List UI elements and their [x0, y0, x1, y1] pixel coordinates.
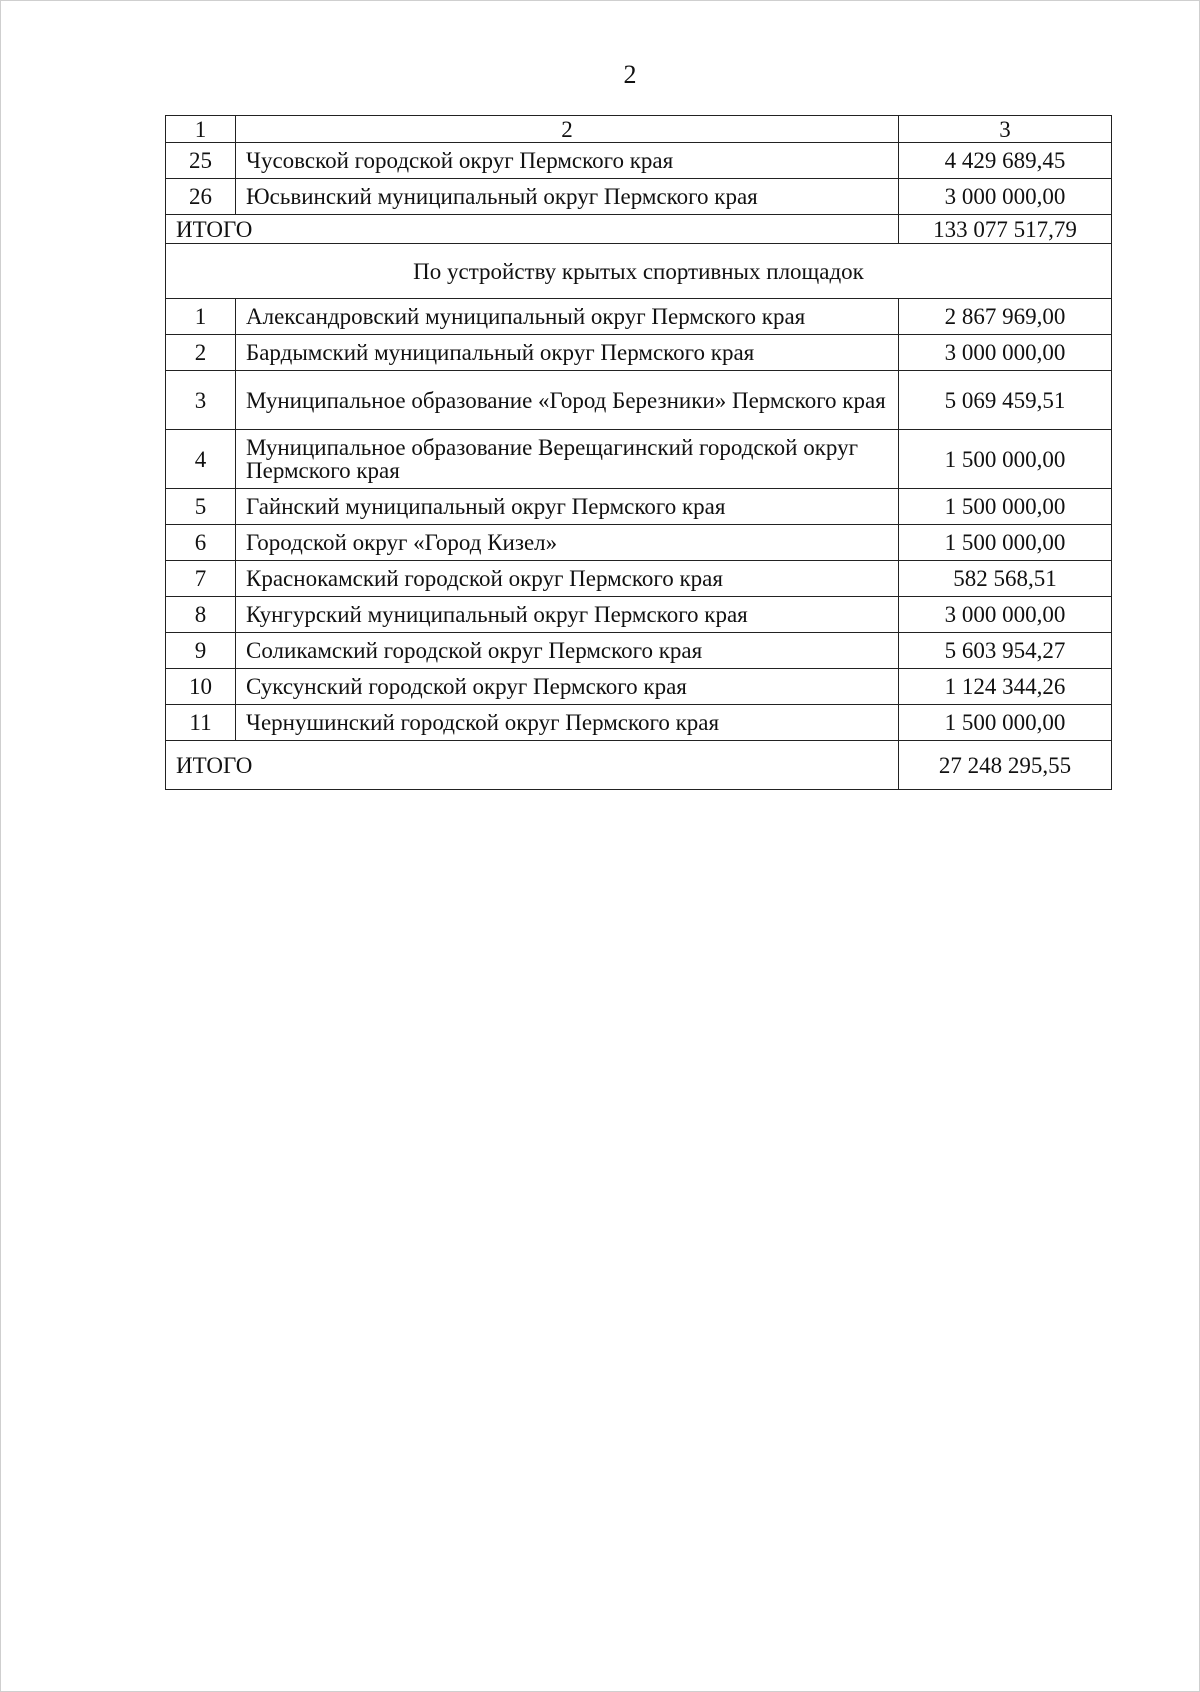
table-row: [166, 335, 1112, 371]
table-row: [166, 371, 1112, 430]
amount: 3 000 000,00: [899, 597, 1112, 633]
section-header-row: [166, 244, 1112, 299]
total-label: ИТОГО: [166, 215, 899, 244]
total-row: [166, 215, 1112, 244]
total-amount: 133 077 517,79: [899, 215, 1112, 244]
municipality-name: Соликамский городской округ Пермского края: [236, 633, 899, 669]
row-number: 9: [166, 633, 236, 669]
row-number: 25: [166, 143, 236, 179]
table-row: [166, 179, 1112, 215]
row-number: 5: [166, 489, 236, 525]
amount: 4 429 689,45: [899, 143, 1112, 179]
municipality-name: Александровский муниципальный округ Пермского края: [236, 299, 899, 335]
row-number: 8: [166, 597, 236, 633]
municipality-name: Краснокамский городской округ Пермского края: [236, 561, 899, 597]
amount: 1 124 344,26: [899, 669, 1112, 705]
municipality-name: Муниципальное образование «Город Березники» Пермского края: [236, 371, 899, 430]
row-number: 4: [166, 430, 236, 489]
page-number: 2: [623, 60, 637, 89]
table-row: [166, 633, 1112, 669]
municipality-name: Суксунский городской округ Пермского края: [236, 669, 899, 705]
table-row: [166, 597, 1112, 633]
section-title: По устройству крытых спортивных площадок: [166, 244, 1112, 299]
municipality-name: Чернушинский городской округ Пермского края: [236, 705, 899, 741]
amount: 1 500 000,00: [899, 489, 1112, 525]
row-number: 11: [166, 705, 236, 741]
funding-table: [165, 115, 1112, 790]
table-row: [166, 669, 1112, 705]
amount: 582 568,51: [899, 561, 1112, 597]
municipality-name: Юсьвинский муниципальный округ Пермского края: [236, 179, 899, 215]
row-number: 1: [166, 299, 236, 335]
table-row: [166, 561, 1112, 597]
table-header-row: [166, 116, 1112, 143]
amount: 2 867 969,00: [899, 299, 1112, 335]
amount: 5 069 459,51: [899, 371, 1112, 430]
header-cell-2: 2: [236, 116, 899, 143]
municipality-name: Гайнский муниципальный округ Пермского края: [236, 489, 899, 525]
municipality-name: Кунгурский муниципальный округ Пермского края: [236, 597, 899, 633]
amount: 5 603 954,27: [899, 633, 1112, 669]
amount: 3 000 000,00: [899, 179, 1112, 215]
row-number: 7: [166, 561, 236, 597]
row-number: 10: [166, 669, 236, 705]
header-cell-1: 1: [166, 116, 236, 143]
row-number: 26: [166, 179, 236, 215]
amount: 1 500 000,00: [899, 525, 1112, 561]
amount: 1 500 000,00: [899, 430, 1112, 489]
municipality-name: Муниципальное образование Верещагинский городской округ Пермского края: [236, 430, 899, 489]
total-label: ИТОГО: [166, 741, 899, 790]
table-row: [166, 705, 1112, 741]
municipality-name: Бардымский муниципальный округ Пермского края: [236, 335, 899, 371]
table-row: [166, 489, 1112, 525]
table-row: [166, 525, 1112, 561]
header-cell-3: 3: [899, 116, 1112, 143]
amount: 1 500 000,00: [899, 705, 1112, 741]
table-row: [166, 430, 1112, 489]
total-amount: 27 248 295,55: [899, 741, 1112, 790]
total-row: [166, 741, 1112, 790]
municipality-name: Чусовской городской округ Пермского края: [236, 143, 899, 179]
amount: 3 000 000,00: [899, 335, 1112, 371]
row-number: 3: [166, 371, 236, 430]
row-number: 2: [166, 335, 236, 371]
municipality-name: Городской округ «Город Кизел»: [236, 525, 899, 561]
row-number: 6: [166, 525, 236, 561]
table-row: [166, 143, 1112, 179]
table-row: [166, 299, 1112, 335]
